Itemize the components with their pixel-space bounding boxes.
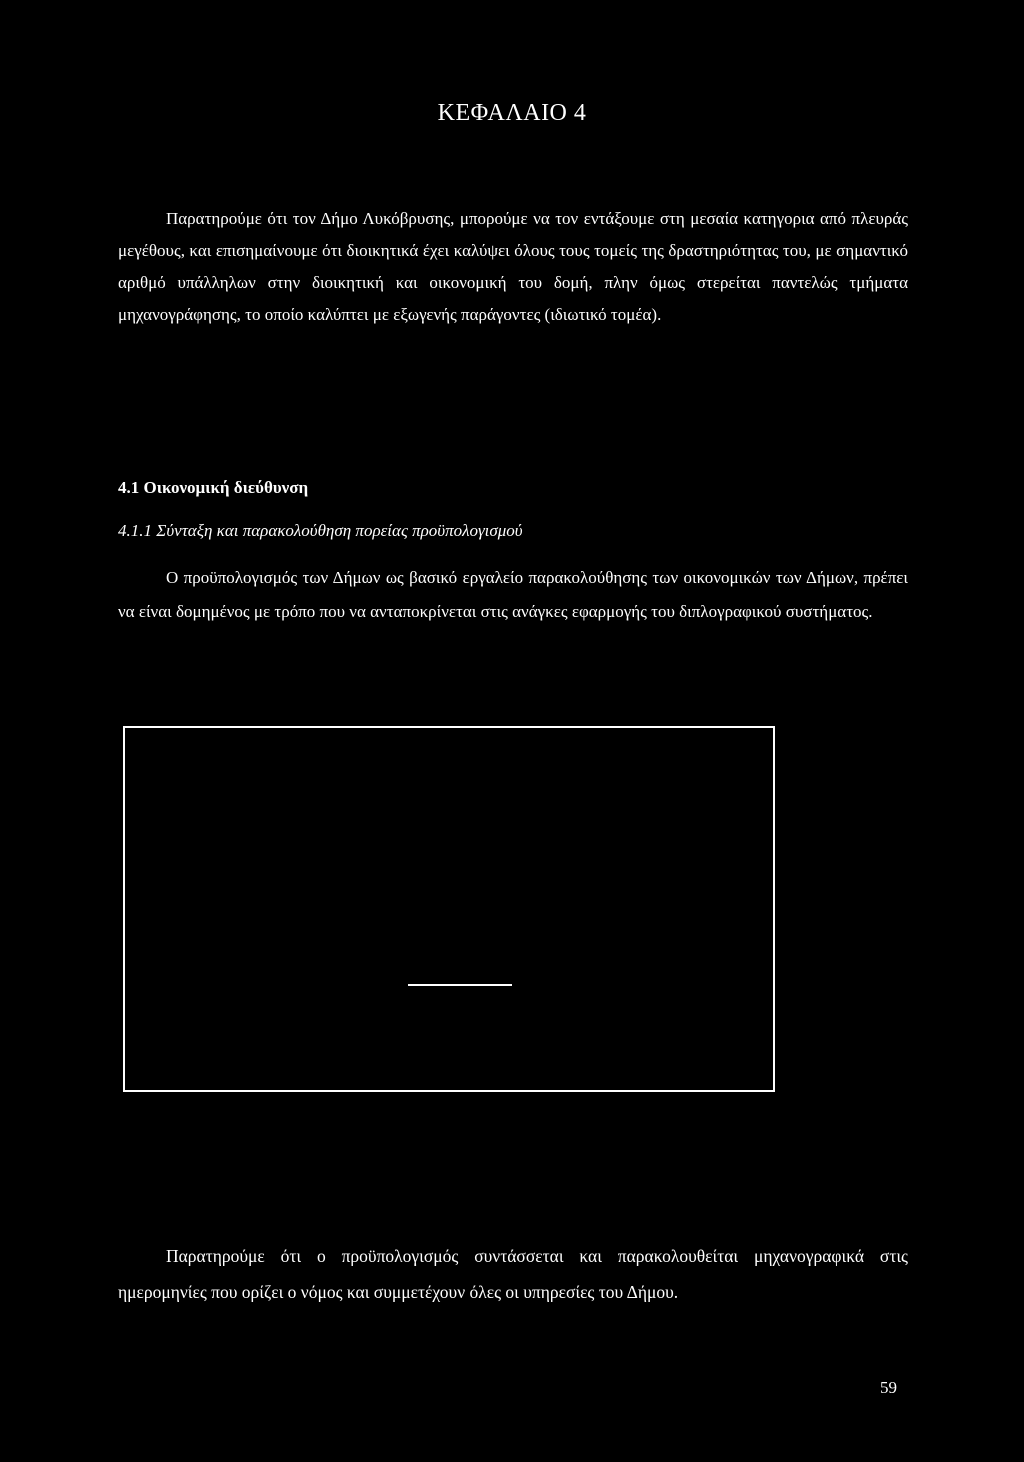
figure-placeholder-frame [123, 726, 775, 1092]
subsection-heading: 4.1.1 Σύνταξη και παρακολούθηση πορείας προϋπολογισμού [118, 521, 523, 540]
figure-line-mark [408, 984, 512, 986]
paragraph-budget: Ο προϋπολογισμός των Δήμων ως βασικό εργαλείο παρακολούθησης των οικονομικών των Δήμων, πρέπει να είναι δομημένος με τρόπο που να ανταποκρίνεται στις ανάγκες εφαρμογής του διπλογραφικού συστήματος. [118, 568, 908, 621]
chapter-title: ΚΕΦΑΛΑΙΟ 4 [437, 100, 587, 126]
section-heading: 4.1 Οικονομική διεύθυνση [118, 478, 309, 497]
paragraph-intro: Παρατηρούμε ότι τον Δήμο Λυκόβρυσης, μπορούμε να τον εντάξουμε στη μεσαία κατηγορια από πλευράς μεγέθους, και επισημαίνουμε ότι διοικητικά έχει καλύψει όλους τους τομείς της δραστηριότητας του, με σημαντικό αριθμό υπάλληλων στην διοικητική και οικονομική του δομή, πλην όμως στερείται παντελώς τμήματα μηχανογράφησης, το οποίο καλύπτει με εξωγενής παράγοντες (ιδιωτικό τομέα). [118, 209, 908, 324]
paragraph-conclusion: Παρατηρούμε ότι ο προϋπολογισμός συντάσσεται και παρακολουθείται μηχανογραφικά στις ημερομηνίες που ορίζει ο νόμος και συμμετέχουν όλες οι υπηρεσίες του Δήμου. [118, 1246, 908, 1302]
page-number: 59 [880, 1378, 897, 1397]
